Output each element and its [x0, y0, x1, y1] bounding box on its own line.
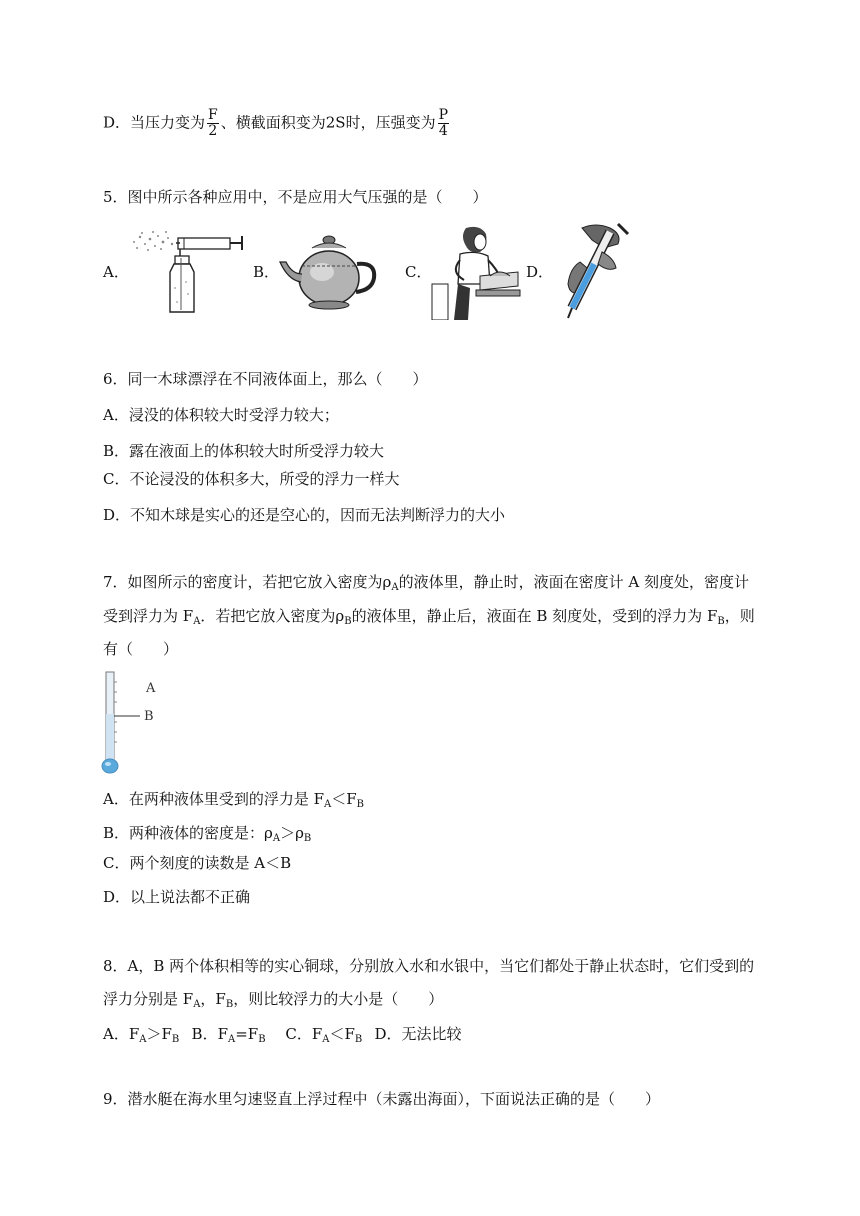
fraction-f-over-2: $\frac{F}{2}$ — [208, 107, 218, 139]
q5-option-b-label: B． — [253, 263, 280, 281]
q4-option-d — [103, 108, 451, 139]
hydrometer-mark-a: A — [146, 681, 156, 696]
hydrometer-mark-b: B — [144, 709, 154, 724]
q8-option-d: D．无法比较 — [374, 1025, 462, 1043]
q7-option-d: D．以上说法都不正确 — [103, 888, 251, 906]
teapot-picture — [278, 228, 380, 312]
q6-stem: 6．同一木球漂浮在不同液体面上，那么（ ） — [103, 370, 428, 388]
q8-option-c: C．$F_A<F_B$ — [285, 1025, 363, 1045]
q8-options — [103, 1024, 462, 1050]
q8-option-a: A．$F_A>F_B$ — [103, 1025, 180, 1045]
q6-option-b: B．露在液面上的体积较大时所受浮力较大 — [103, 442, 385, 460]
q7-stem-line-2: 受到浮力为 $F_A$．若把它放入密度为$\rho_B$的液体里，静止后，液面在 B 刻度处，受到的浮力为 $F_B$，则 — [103, 607, 755, 627]
q6-option-d: D．不知木球是实心的还是空心的，因而无法判断浮力的大小 — [103, 506, 506, 524]
q7-stem-line-1: 7．如图所示的密度计，若把它放入密度为$\rho_A$的液体里，静止时，液面在密度计 A 刻度处，密度计 — [103, 573, 749, 593]
q8-stem-line-2: 浮力分别是 $F_A$，$F_B$，则比较浮力的大小是（ ） — [103, 990, 444, 1010]
q8-option-b: B．$F_A=F_B$ — [191, 1025, 266, 1045]
q5-option-d-label: D． — [526, 263, 554, 281]
q6-option-c: C．不论浸没的体积多大，所受的浮力一样大 — [103, 470, 400, 488]
q6-option-a: A．浸没的体积较大时受浮力较大； — [103, 406, 339, 424]
q7-option-c: C．两个刻度的读数是 A＜B — [103, 854, 292, 872]
q5-stem: 5．图中所示各种应用中，不是应用大气压强的是（ ） — [103, 188, 488, 206]
syringe-hand-picture — [552, 222, 634, 320]
hydrometer-figure — [100, 670, 164, 776]
q4d-prefix: D．当压力变为 — [103, 113, 206, 132]
q7-option-a: A．在两种液体里受到的浮力是 $F_A<F_B$ — [103, 790, 365, 810]
q7-stem-line-3: 有（ ） — [103, 640, 179, 658]
q7-option-b: B．两种液体的密度是：$\rho_A>\rho_B$ — [103, 824, 312, 844]
q9-stem: 9．潜水艇在海水里匀速竖直上浮过程中（未露出海面），下面说法正确的是（ ） — [103, 1090, 661, 1108]
woman-cooking-picture — [430, 224, 522, 320]
fraction-p-over-4: $\frac{P}{4}$ — [438, 107, 448, 139]
q8-stem-line-1: 8．A，B 两个体积相等的实心铜球，分别放入水和水银中，当它们都处于静止状态时，它们受到的 — [103, 957, 755, 975]
q4d-middle: 、横截面积变为2S时，压强变为 — [220, 113, 436, 132]
spray-bottle-picture — [128, 228, 246, 316]
q5-option-c-label: C． — [405, 263, 432, 281]
q5-option-a-label: A． — [103, 263, 129, 281]
